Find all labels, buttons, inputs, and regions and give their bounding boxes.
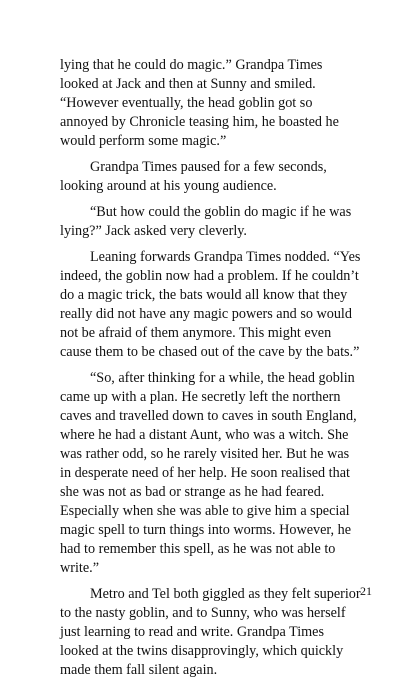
paragraph-2: Grandpa Times paused for a few seconds, looking around at his young audience. bbox=[60, 159, 327, 194]
paragraph-5: “So, after thinking for a while, the head goblin came up with a plan. He secretly left the northern caves and travelled down to caves in south England, where he had a distant Aunt, who was a witch. She was rather odd, so he rarely visited her. But he was in desperate need of her help. He soon realised that she was not as bad or strange as he had feared. Especially when she was able to give him a special magic spell to turn things into worms. However, he had to remember this spell, as he was not able to write.” bbox=[60, 370, 357, 576]
body-text bbox=[60, 56, 362, 687]
paragraph-1: lying that he could do magic.” Grandpa Times looked at Jack and then at Sunny and smiled. “However eventually, the head goblin got so annoyed by Chronicle teasing him, he boasted he would perform some magic.” bbox=[60, 57, 339, 149]
paragraph-6: Metro and Tel both giggled as they felt superior to the nasty goblin, and to Sunny, who was herself just learning to read and write. Grandpa Times looked at the twins disapprovingly, which quickly made them fall silent again. bbox=[60, 586, 361, 678]
paragraph-4: Leaning forwards Grandpa Times nodded. “Yes indeed, the goblin now had a problem. If he couldn’t do a magic trick, the bats would all know that they really did not have any magic powers and so would not be afraid of them anymore. This might even cause them to be chased out of the cave by the bats.” bbox=[60, 249, 361, 360]
paragraph-3: “But how could the goblin do magic if he was lying?” Jack asked very cleverly. bbox=[60, 204, 352, 239]
page-number: 21 bbox=[360, 584, 372, 598]
